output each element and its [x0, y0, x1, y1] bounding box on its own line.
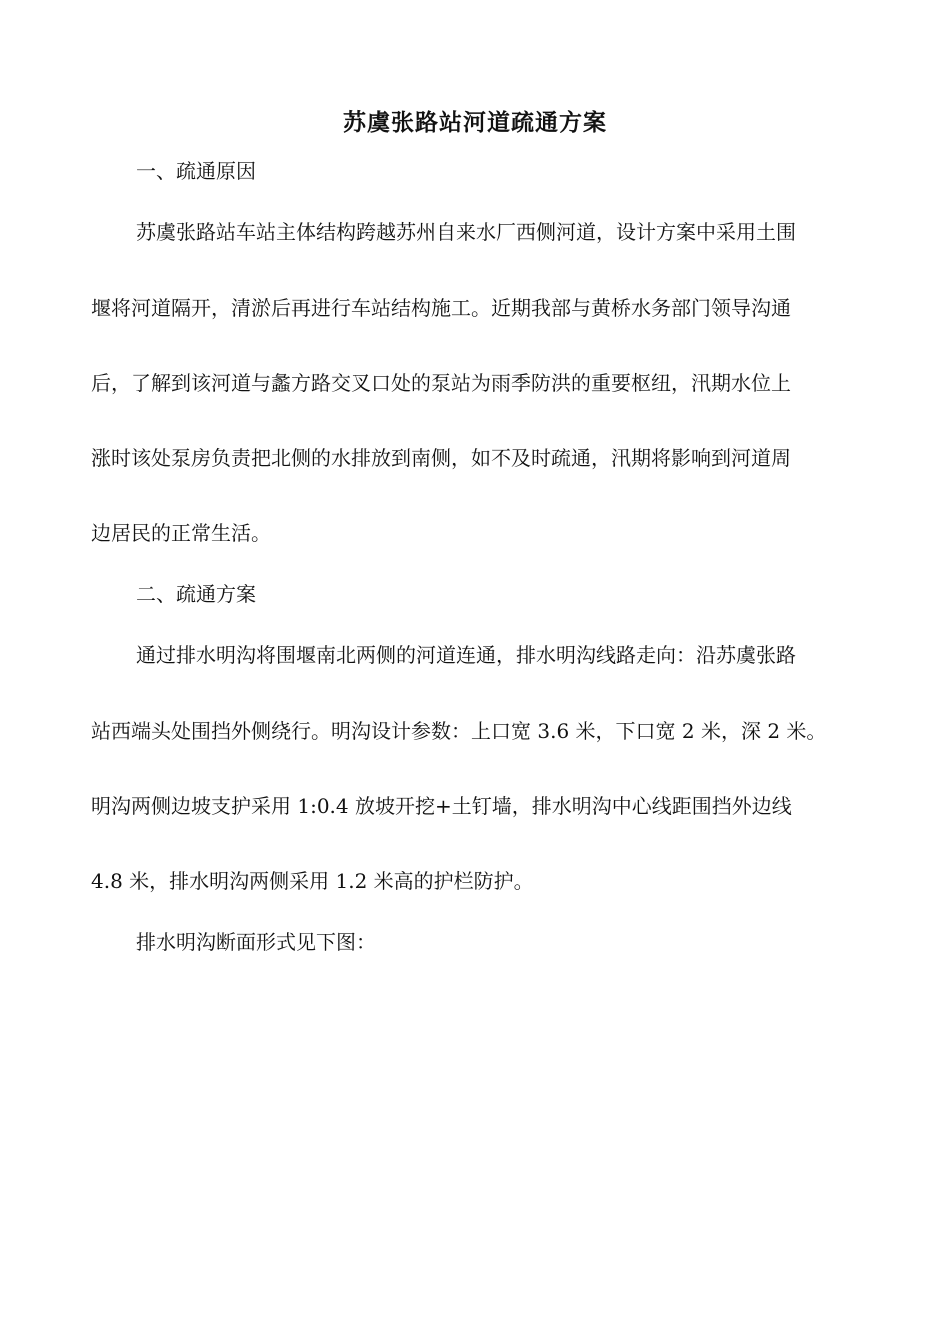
section2-heading: 二、疏通方案	[136, 582, 256, 606]
paragraph-line: 明沟两侧边坡支护采用 1:0.4 放坡开挖+土钉墙，排水明沟中心线距围挡外边线	[91, 794, 792, 818]
paragraph-line: 4.8 米，排水明沟两侧采用 1.2 米高的护栏防护。	[91, 869, 534, 893]
document-title: 苏虞张路站河道疏通方案	[343, 109, 607, 136]
paragraph-line: 苏虞张路站车站主体结构跨越苏州自来水厂西侧河道，设计方案中采用土围	[136, 220, 796, 244]
paragraph-line: 边居民的正常生活。	[91, 521, 271, 545]
paragraph-line: 后，了解到该河道与蠡方路交叉口处的泵站为雨季防洪的重要枢纽，汛期水位上	[91, 371, 791, 395]
paragraph-line: 堰将河道隔开，清淤后再进行车站结构施工。近期我部与黄桥水务部门领导沟通	[91, 296, 791, 320]
section1-heading: 一、疏通原因	[136, 159, 256, 183]
paragraph-line: 站西端头处围挡外侧绕行。明沟设计参数：上口宽 3.6 米，下口宽 2 米，深 2 米。	[91, 719, 827, 743]
paragraph-line: 通过排水明沟将围堰南北两侧的河道连通，排水明沟线路走向：沿苏虞张路	[136, 643, 796, 667]
figure-note: 排水明沟断面形式见下图：	[136, 930, 376, 954]
paragraph-line: 涨时该处泵房负责把北侧的水排放到南侧，如不及时疏通，汛期将影响到河道周	[91, 446, 791, 470]
